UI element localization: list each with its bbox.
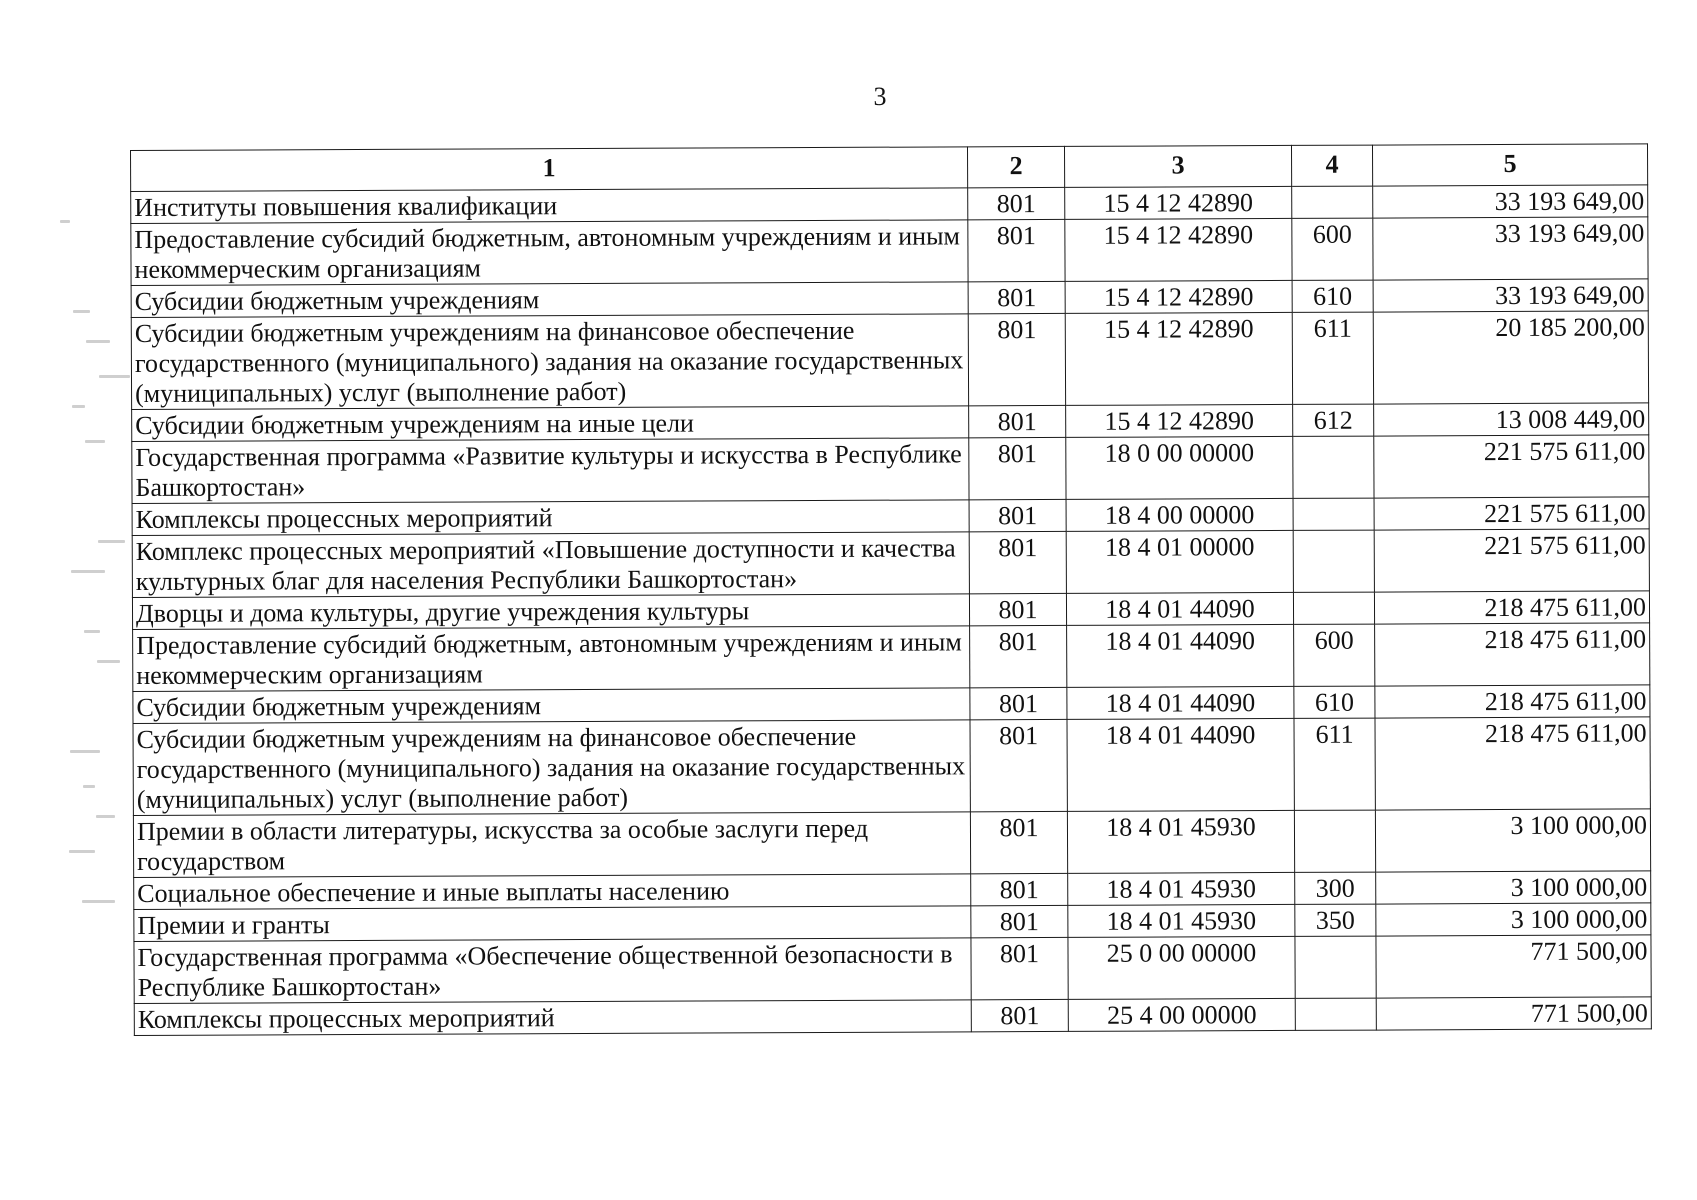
row-sum-cell: 3 100 000,00 [1375,809,1650,872]
row-code-cell: 15 4 12 42890 [1065,312,1292,405]
row-vedom-cell: 801 [970,687,1067,719]
row-code-cell: 15 4 12 42890 [1066,404,1293,437]
scan-margin-noise [40,210,120,1070]
row-sum-cell: 3 100 000,00 [1376,903,1651,936]
scan-speck [83,785,95,788]
row-name-cell: Комплексы процессных мероприятий [134,1000,971,1036]
row-name-cell: Социальное обеспечение и иные выплаты населению [134,874,971,910]
row-name-cell: Премии в области литературы, искусства за особые заслуги перед государством [133,812,970,878]
header-col-2: 2 [967,146,1064,187]
scan-speck [96,815,115,818]
row-name-cell: Субсидии бюджетным учреждениям на финансовое обеспечение государственного (муниципального) задания на оказание государственных (муниципальных) услуг (выполнение работ) [131,314,968,410]
row-vid-cell: 300 [1295,872,1376,904]
row-code-cell: 18 4 00 00000 [1066,498,1293,531]
row-code-cell: 18 0 00 00000 [1066,436,1293,499]
row-vid-cell [1293,436,1374,498]
row-name-cell: Субсидии бюджетным учреждениям [133,688,970,724]
row-sum-cell: 218 475 611,00 [1375,685,1650,718]
row-vedom-cell: 801 [969,437,1066,499]
scan-speck [71,570,105,573]
scan-speck [86,340,110,343]
table-row [132,435,1649,504]
row-sum-cell: 3 100 000,00 [1376,871,1651,904]
row-sum-cell: 771 500,00 [1376,935,1651,998]
row-code-cell: 25 4 00 00000 [1068,998,1295,1031]
row-sum-cell: 221 575 611,00 [1374,435,1649,498]
row-vedom-cell: 801 [971,905,1068,937]
row-name-cell: Субсидии бюджетным учреждениям на финансовое обеспечение государственного (муниципального) задания на оказание государственных (муниципальных) услуг (выполнение работ) [133,720,970,816]
row-sum-cell: 20 185 200,00 [1373,311,1648,404]
row-vid-cell: 610 [1294,686,1375,718]
row-sum-cell: 221 575 611,00 [1374,529,1649,592]
row-vid-cell [1295,936,1376,998]
row-vedom-cell: 801 [970,625,1067,687]
row-vedom-cell: 801 [970,719,1067,811]
scan-speck [85,440,105,443]
row-sum-cell: 33 193 649,00 [1373,279,1648,312]
row-vedom-cell: 801 [968,281,1065,313]
table-row [133,717,1650,816]
row-vid-cell: 350 [1295,904,1376,936]
table-row [131,217,1648,286]
row-code-cell: 18 4 01 44090 [1067,624,1294,687]
row-vid-cell [1293,498,1374,530]
row-vedom-cell: 801 [968,313,1065,405]
row-sum-cell: 221 575 611,00 [1374,497,1649,530]
table-body [131,185,1652,1036]
row-vedom-cell: 801 [970,811,1067,873]
row-name-cell: Предоставление субсидий бюджетным, автономным учреждениям и иным некоммерческим организациям [133,626,970,692]
header-col-4: 4 [1291,145,1372,186]
row-name-cell: Субсидии бюджетным учреждениям на иные цели [132,406,969,442]
row-vedom-cell: 801 [969,405,1066,437]
row-vid-cell [1293,592,1374,624]
row-name-cell: Институты повышения квалификации [131,188,968,224]
row-vid-cell [1292,186,1373,218]
table-row [134,997,1651,1036]
row-code-cell: 18 4 01 44090 [1066,592,1293,625]
row-code-cell: 18 4 01 45930 [1068,872,1295,905]
row-name-cell: Предоставление субсидий бюджетным, автономным учреждениям и иным некоммерческим организациям [131,220,968,286]
row-vid-cell: 600 [1294,624,1375,686]
row-code-cell: 15 4 12 42890 [1065,186,1292,219]
scan-speck [69,850,95,853]
row-code-cell: 15 4 12 42890 [1065,280,1292,313]
row-vid-cell: 611 [1292,312,1373,404]
table-header [131,144,1648,192]
row-vedom-cell: 801 [968,219,1065,281]
scan-speck [97,660,120,663]
row-vid-cell [1293,530,1374,592]
row-name-cell: Субсидии бюджетным учреждениям [131,282,968,318]
row-vedom-cell: 801 [969,531,1066,593]
row-name-cell: Государственная программа «Развитие культуры и искусства в Республике Башкортостан» [132,438,969,504]
row-vedom-cell: 801 [969,499,1066,531]
row-code-cell: 25 0 00 00000 [1068,936,1295,999]
row-sum-cell: 218 475 611,00 [1375,623,1650,686]
row-vid-cell: 612 [1293,404,1374,436]
row-sum-cell: 13 008 449,00 [1374,403,1649,436]
scan-speck [60,220,70,223]
row-vedom-cell: 801 [971,937,1068,999]
table-row [133,623,1650,692]
scan-speck [82,900,115,903]
row-name-cell: Дворцы и дома культуры, другие учреждения культуры [132,594,969,630]
row-vid-cell: 600 [1292,218,1373,280]
header-col-5: 5 [1372,144,1647,186]
scan-speck [73,310,90,313]
row-name-cell: Комплексы процессных мероприятий [132,500,969,536]
header-row [131,144,1648,192]
row-sum-cell: 33 193 649,00 [1373,217,1648,280]
row-code-cell: 18 4 01 44090 [1067,686,1294,719]
table-row [132,529,1649,598]
row-vid-cell [1294,810,1375,872]
row-name-cell: Комплекс процессных мероприятий «Повышение доступности и качества культурных благ для населения Республики Башкортостан» [132,532,969,598]
page-number: 3 [873,82,887,111]
row-vedom-cell: 801 [969,593,1066,625]
row-sum-cell: 218 475 611,00 [1375,717,1650,810]
scan-speck [99,375,130,378]
header-col-1: 1 [131,147,968,192]
scan-speck [70,750,100,753]
row-vid-cell [1295,998,1376,1030]
row-code-cell: 18 4 01 00000 [1066,530,1293,593]
row-sum-cell: 33 193 649,00 [1373,185,1648,218]
row-name-cell: Государственная программа «Обеспечение общественной безопасности в Республике Башкортостан» [134,938,971,1004]
row-code-cell: 18 4 01 45930 [1067,810,1294,873]
row-vid-cell: 611 [1294,718,1375,810]
row-vedom-cell: 801 [968,187,1065,219]
table-row [134,935,1651,1004]
row-code-cell: 18 4 01 45930 [1068,904,1295,937]
row-code-cell: 15 4 12 42890 [1065,218,1292,281]
row-name-cell: Премии и гранты [134,906,971,942]
header-col-3: 3 [1064,145,1291,187]
table-row [133,809,1650,878]
row-code-cell: 18 4 01 44090 [1067,718,1294,811]
row-sum-cell: 771 500,00 [1376,997,1651,1030]
row-sum-cell: 218 475 611,00 [1374,591,1649,624]
scan-speck [84,630,100,633]
row-vid-cell: 610 [1292,280,1373,312]
budget-table [130,143,1652,1036]
row-vedom-cell: 801 [971,873,1068,905]
row-vedom-cell: 801 [971,999,1068,1031]
table-row [131,311,1648,410]
scan-speck [72,405,85,408]
scan-speck [98,540,125,543]
